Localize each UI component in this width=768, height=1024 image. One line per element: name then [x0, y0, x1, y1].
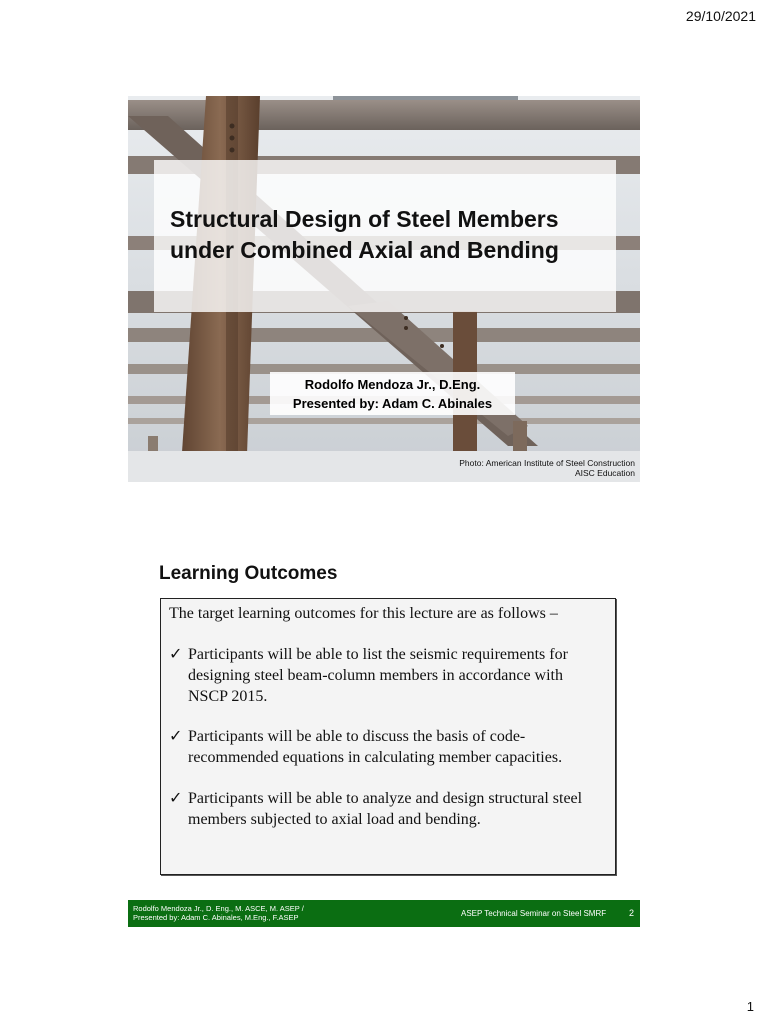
slide-title-line: under Combined Axial and Bending [170, 237, 559, 263]
footer-credit-line: Presented by: Adam C. Abinales, M.Eng., F.ASEP [133, 913, 299, 922]
photo-credit-line: AISC Education [574, 468, 635, 478]
footer-credits [133, 904, 304, 922]
photo-credit [459, 458, 635, 478]
slide-title-line: Structural Design of Steel Members [170, 206, 559, 232]
slide-title [170, 204, 610, 266]
title-overlay [154, 160, 616, 312]
outcome-line: Participants will be able to analyze and design structural steel [188, 790, 583, 807]
photo-credit-line: Photo: American Institute of Steel Construction [459, 458, 635, 468]
outcome-item [169, 644, 611, 707]
checkmark-icon: ✓ [169, 728, 183, 745]
outcome-line: designing steel beam-column members in accordance with [188, 667, 563, 684]
outcome-text [188, 726, 611, 768]
print-date: 29/10/2021 [685, 8, 756, 24]
learning-outcomes-box [160, 598, 616, 875]
outcome-line: NSCP 2015. [188, 688, 268, 705]
outcome-line: Participants will be able to discuss the basis of code- [188, 728, 526, 745]
outcome-text [188, 788, 611, 830]
slide-number: 2 [628, 908, 634, 918]
outcome-text [188, 644, 611, 707]
checkmark-icon: ✓ [169, 790, 183, 807]
footer-credit-line: Rodolfo Mendoza Jr., D. Eng., M. ASCE, M. ASEP / [133, 904, 304, 913]
outcome-item [169, 788, 611, 830]
author-name: Rodolfo Mendoza Jr., D.Eng. [304, 377, 481, 392]
outcome-line: Participants will be able to list the seismic requirements for [188, 646, 568, 663]
presenter-name: Presented by: Adam C. Abinales [292, 396, 493, 411]
learning-outcomes-heading: Learning Outcomes [159, 563, 338, 584]
footer-seminar-title: ASEP Technical Seminar on Steel SMRF [461, 909, 607, 918]
page-number: 1 [746, 999, 754, 1014]
author-overlay [270, 372, 515, 415]
outcome-line: recommended equations in calculating member capacities. [188, 749, 563, 766]
title-slide [128, 96, 640, 482]
outcome-item [169, 726, 611, 768]
outcome-line: members subjected to axial load and bending. [188, 811, 481, 828]
outcomes-intro: The target learning outcomes for this lecture are as follows – [169, 605, 558, 622]
checkmark-icon: ✓ [169, 646, 183, 663]
slide-footer [128, 900, 640, 927]
